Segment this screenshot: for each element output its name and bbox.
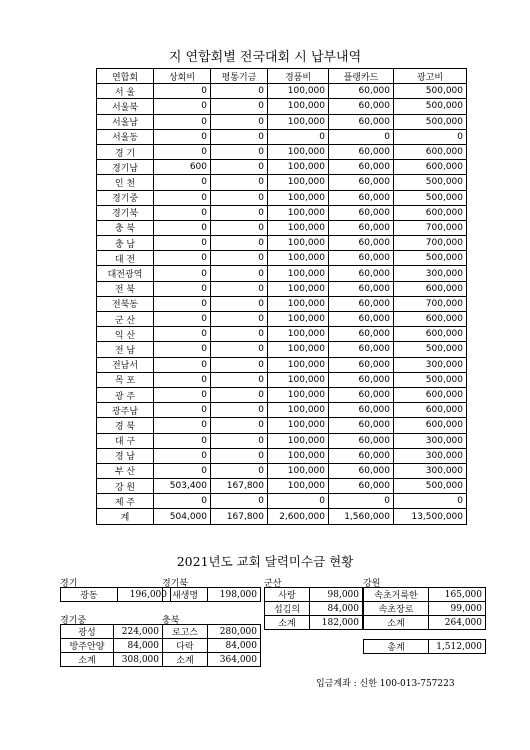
amount-cell: 0 [211,251,268,266]
amount-cell: 60,000 [329,433,394,448]
amount-cell: 84,000 [208,639,261,653]
amount-cell: 600,000 [394,312,467,327]
amount-cell: 100,000 [268,144,329,159]
amount-cell: 100,000 [268,114,329,129]
column-header: 경품비 [268,69,329,84]
table-row [97,296,467,311]
amount-cell: 0 [154,175,211,190]
amount-cell: 100,000 [268,312,329,327]
amount-cell: 100,000 [268,160,329,175]
amount-cell: 0 [154,99,211,114]
amount-cell: 0 [211,357,268,372]
amount-cell: 700,000 [394,296,467,311]
amount-cell: 0 [211,236,268,251]
amount-cell: 100,000 [268,433,329,448]
table-row [97,84,467,99]
payment-table [96,68,467,525]
amount-cell: 600 [154,160,211,175]
column-header: 평통기금 [211,69,268,84]
region-label-gyeonggibuk: 경기북 [162,579,189,589]
church-name-cell: 광동 [61,588,118,602]
amount-cell: 300,000 [394,357,467,372]
table-row [97,205,467,220]
region-name-cell: 충 남 [97,236,154,251]
amount-cell: 100,000 [268,84,329,99]
region-name-cell: 경기남 [97,160,154,175]
amount-cell: 0 [154,403,211,418]
region-table-gunsan [264,587,363,630]
amount-cell: 600,000 [394,387,467,402]
amount-cell: 100,000 [268,387,329,402]
region-name-cell: 대전광역 [97,266,154,281]
amount-cell: 0 [211,296,268,311]
amount-cell: 500,000 [394,84,467,99]
amount-cell: 500,000 [394,114,467,129]
region-name-cell: 전 북 [97,281,154,296]
amount-cell: 198,000 [208,588,261,602]
amount-cell: 100,000 [268,479,329,494]
church-name-cell: 소계 [364,616,429,630]
amount-cell: 0 [154,251,211,266]
table-row [97,387,467,402]
amount-cell: 500,000 [394,190,467,205]
table-row [97,448,467,463]
amount-cell: 300,000 [394,448,467,463]
amount-cell: 100,000 [268,342,329,357]
amount-cell: 0 [211,129,268,144]
amount-cell: 100,000 [268,175,329,190]
region-name-cell: 서 울 [97,84,154,99]
column-header: 연합회 [97,69,154,84]
amount-cell: 100,000 [268,205,329,220]
amount-cell: 100,000 [268,266,329,281]
region-label-chungbuk: 충북 [162,616,180,626]
amount-cell: 0 [268,494,329,509]
amount-cell: 600,000 [394,160,467,175]
amount-cell: 300,000 [394,463,467,478]
region-name-cell: 전남서 [97,357,154,372]
table-row [97,160,467,175]
amount-cell: 100,000 [268,327,329,342]
list-item [163,588,261,602]
amount-cell: 0 [211,448,268,463]
column-header: 플랭카드 [329,69,394,84]
region-name-cell: 광주남 [97,403,154,418]
list-item [163,639,261,653]
region-name-cell: 인 천 [97,175,154,190]
region-table-gyeonggijung [60,624,163,667]
amount-cell: 60,000 [329,175,394,190]
amount-cell: 600,000 [394,281,467,296]
region-name-cell: 제 주 [97,494,154,509]
amount-cell: 504,000 [154,509,211,524]
region-table-gyeonggibuk [162,587,261,602]
region-name-cell: 계 [97,509,154,524]
amount-cell: 0 [154,494,211,509]
amount-cell: 60,000 [329,190,394,205]
amount-cell: 60,000 [329,479,394,494]
table-row [97,266,467,281]
amount-cell: 60,000 [329,205,394,220]
amount-cell: 60,000 [329,418,394,433]
amount-cell: 60,000 [329,403,394,418]
amount-cell: 280,000 [208,625,261,639]
amount-cell: 0 [211,84,268,99]
grand-total-row [364,640,486,654]
region-table-gangwon [363,587,486,630]
amount-cell: 500,000 [394,372,467,387]
amount-cell: 0 [211,144,268,159]
amount-cell: 0 [211,433,268,448]
amount-cell: 0 [154,327,211,342]
column-header: 상회비 [154,69,211,84]
church-name-cell: 새생명 [163,588,208,602]
amount-cell: 100,000 [268,251,329,266]
amount-cell: 165,000 [429,588,486,602]
amount-cell: 0 [154,236,211,251]
church-name-cell: 소계 [265,616,310,630]
table-row [97,327,467,342]
amount-cell: 100,000 [268,448,329,463]
list-item [61,625,163,639]
church-name-cell: 섭김의 [265,602,310,616]
list-item [61,588,171,602]
amount-cell: 308,000 [114,653,163,667]
amount-cell: 0 [211,312,268,327]
amount-cell: 700,000 [394,236,467,251]
amount-cell: 0 [154,144,211,159]
amount-cell: 60,000 [329,312,394,327]
amount-cell: 0 [154,312,211,327]
list-item [364,616,486,630]
amount-cell: 0 [211,99,268,114]
amount-cell: 0 [211,266,268,281]
grand-total-value: 1,512,000 [429,640,486,654]
amount-cell: 0 [211,190,268,205]
amount-cell: 0 [211,494,268,509]
amount-cell: 0 [211,463,268,478]
amount-cell: 600,000 [394,144,467,159]
amount-cell: 500,000 [394,342,467,357]
amount-cell: 0 [329,494,394,509]
column-header: 광고비 [394,69,467,84]
list-item [265,588,363,602]
region-name-cell: 전 남 [97,342,154,357]
region-name-cell: 서울남 [97,114,154,129]
amount-cell: 100,000 [268,418,329,433]
amount-cell: 60,000 [329,84,394,99]
amount-cell: 60,000 [329,357,394,372]
amount-cell: 264,000 [429,616,486,630]
region-table-gyeonggi [60,587,171,602]
church-name-cell: 소계 [61,653,114,667]
table-row [97,236,467,251]
table-row [97,342,467,357]
amount-cell: 60,000 [329,251,394,266]
amount-cell: 364,000 [208,653,261,667]
region-name-cell: 군 산 [97,312,154,327]
amount-cell: 100,000 [268,190,329,205]
amount-cell: 500,000 [394,479,467,494]
amount-cell: 0 [211,175,268,190]
amount-cell: 182,000 [310,616,363,630]
amount-cell: 60,000 [329,463,394,478]
amount-cell: 0 [154,433,211,448]
amount-cell: 0 [394,129,467,144]
amount-cell: 0 [211,403,268,418]
amount-cell: 60,000 [329,342,394,357]
list-item [364,588,486,602]
list-item [163,625,261,639]
region-label-gangwon: 강원 [363,579,381,589]
amount-cell: 0 [154,84,211,99]
document-title: 지 연합회별 전국대회 시 납부내역 [168,50,362,65]
table-row [97,312,467,327]
region-name-cell: 전북동 [97,296,154,311]
table-row [97,144,467,159]
church-name-cell: 속초거룩한 [364,588,429,602]
region-label-gyeonggi: 경기 [60,579,78,589]
church-name-cell: 사랑 [265,588,310,602]
region-name-cell: 강 원 [97,479,154,494]
amount-cell: 1,560,000 [329,509,394,524]
table-header-row [97,69,467,84]
list-item [265,602,363,616]
region-name-cell: 광 주 [97,387,154,402]
region-name-cell: 부 산 [97,463,154,478]
amount-cell: 0 [154,357,211,372]
table-row [97,190,467,205]
church-name-cell: 광성 [61,625,114,639]
amount-cell: 0 [211,327,268,342]
amount-cell: 600,000 [394,418,467,433]
amount-cell: 600,000 [394,205,467,220]
amount-cell: 0 [211,114,268,129]
amount-cell: 0 [211,205,268,220]
amount-cell: 167,800 [211,509,268,524]
amount-cell: 196,000 [118,588,171,602]
list-item [163,653,261,667]
amount-cell: 2,600,000 [268,509,329,524]
amount-cell: 60,000 [329,327,394,342]
amount-cell: 60,000 [329,236,394,251]
region-name-cell: 목 포 [97,372,154,387]
amount-cell: 60,000 [329,220,394,235]
region-name-cell: 익 산 [97,327,154,342]
amount-cell: 0 [268,129,329,144]
table-row [97,129,467,144]
table-row [97,463,467,478]
church-name-cell: 방주안양 [61,639,114,653]
amount-cell: 60,000 [329,160,394,175]
section-title: 2021년도 교회 달력미수금 현황 [176,554,354,569]
amount-cell: 100,000 [268,403,329,418]
region-name-cell: 서울북 [97,99,154,114]
table-row [97,372,467,387]
amount-cell: 99,000 [429,602,486,616]
amount-cell: 100,000 [268,357,329,372]
table-row [97,403,467,418]
table-row [97,357,467,372]
church-name-cell: 소계 [163,653,208,667]
amount-cell: 0 [154,190,211,205]
amount-cell: 0 [154,418,211,433]
amount-cell: 60,000 [329,372,394,387]
table-row [97,251,467,266]
amount-cell: 0 [211,418,268,433]
amount-cell: 167,800 [211,479,268,494]
amount-cell: 0 [154,342,211,357]
church-name-cell: 로고스 [163,625,208,639]
amount-cell: 500,000 [394,175,467,190]
table-row [97,175,467,190]
list-item [364,602,486,616]
amount-cell: 100,000 [268,372,329,387]
amount-cell: 0 [154,372,211,387]
amount-cell: 0 [329,129,394,144]
amount-cell: 500,000 [394,251,467,266]
amount-cell: 0 [394,494,467,509]
amount-cell: 0 [154,296,211,311]
amount-cell: 0 [154,463,211,478]
region-name-cell: 대 구 [97,433,154,448]
table-row [97,114,467,129]
amount-cell: 0 [211,160,268,175]
amount-cell: 13,500,000 [394,509,467,524]
account-info: 입금계좌 : 신한 100-013-757223 [316,679,455,689]
amount-cell: 100,000 [268,220,329,235]
amount-cell: 60,000 [329,387,394,402]
region-name-cell: 경 기 [97,144,154,159]
amount-cell: 60,000 [329,266,394,281]
amount-cell: 100,000 [268,281,329,296]
table-row [97,99,467,114]
amount-cell: 60,000 [329,281,394,296]
amount-cell: 300,000 [394,266,467,281]
region-name-cell: 경 남 [97,448,154,463]
list-item [61,653,163,667]
table-body [97,84,467,524]
church-name-cell: 다락 [163,639,208,653]
amount-cell: 0 [211,342,268,357]
amount-cell: 60,000 [329,296,394,311]
region-table-chungbuk [162,624,261,667]
region-name-cell: 대 전 [97,251,154,266]
amount-cell: 98,000 [310,588,363,602]
region-name-cell: 서울동 [97,129,154,144]
region-name-cell: 경 북 [97,418,154,433]
amount-cell: 300,000 [394,433,467,448]
amount-cell: 503,400 [154,479,211,494]
amount-cell: 0 [154,266,211,281]
amount-cell: 0 [154,114,211,129]
amount-cell: 0 [154,448,211,463]
amount-cell: 700,000 [394,220,467,235]
amount-cell: 0 [154,129,211,144]
amount-cell: 0 [154,387,211,402]
amount-cell: 60,000 [329,114,394,129]
table-row [97,433,467,448]
table-row [97,220,467,235]
region-name-cell: 경기중 [97,190,154,205]
amount-cell: 0 [154,281,211,296]
amount-cell: 0 [154,205,211,220]
amount-cell: 84,000 [310,602,363,616]
table-row [97,281,467,296]
amount-cell: 60,000 [329,99,394,114]
region-label-gunsan: 군산 [264,579,282,589]
region-name-cell: 충 북 [97,220,154,235]
amount-cell: 100,000 [268,463,329,478]
amount-cell: 60,000 [329,144,394,159]
list-item [61,639,163,653]
amount-cell: 600,000 [394,403,467,418]
amount-cell: 0 [211,220,268,235]
amount-cell: 600,000 [394,327,467,342]
amount-cell: 500,000 [394,99,467,114]
amount-cell: 100,000 [268,236,329,251]
table-row [97,479,467,494]
region-label-gyeonggijung: 경기중 [60,616,87,626]
amount-cell: 100,000 [268,99,329,114]
list-item [265,616,363,630]
region-name-cell: 경기북 [97,205,154,220]
table-row [97,418,467,433]
amount-cell: 84,000 [114,639,163,653]
amount-cell: 100,000 [268,296,329,311]
amount-cell: 0 [154,220,211,235]
grand-total-label: 총계 [364,640,429,654]
amount-cell: 0 [211,372,268,387]
church-name-cell: 속초장로 [364,602,429,616]
amount-cell: 0 [211,387,268,402]
amount-cell: 0 [211,281,268,296]
amount-cell: 224,000 [114,625,163,639]
amount-cell: 60,000 [329,448,394,463]
grand-total-table [363,639,486,654]
table-row [97,494,467,509]
total-row [97,509,467,524]
